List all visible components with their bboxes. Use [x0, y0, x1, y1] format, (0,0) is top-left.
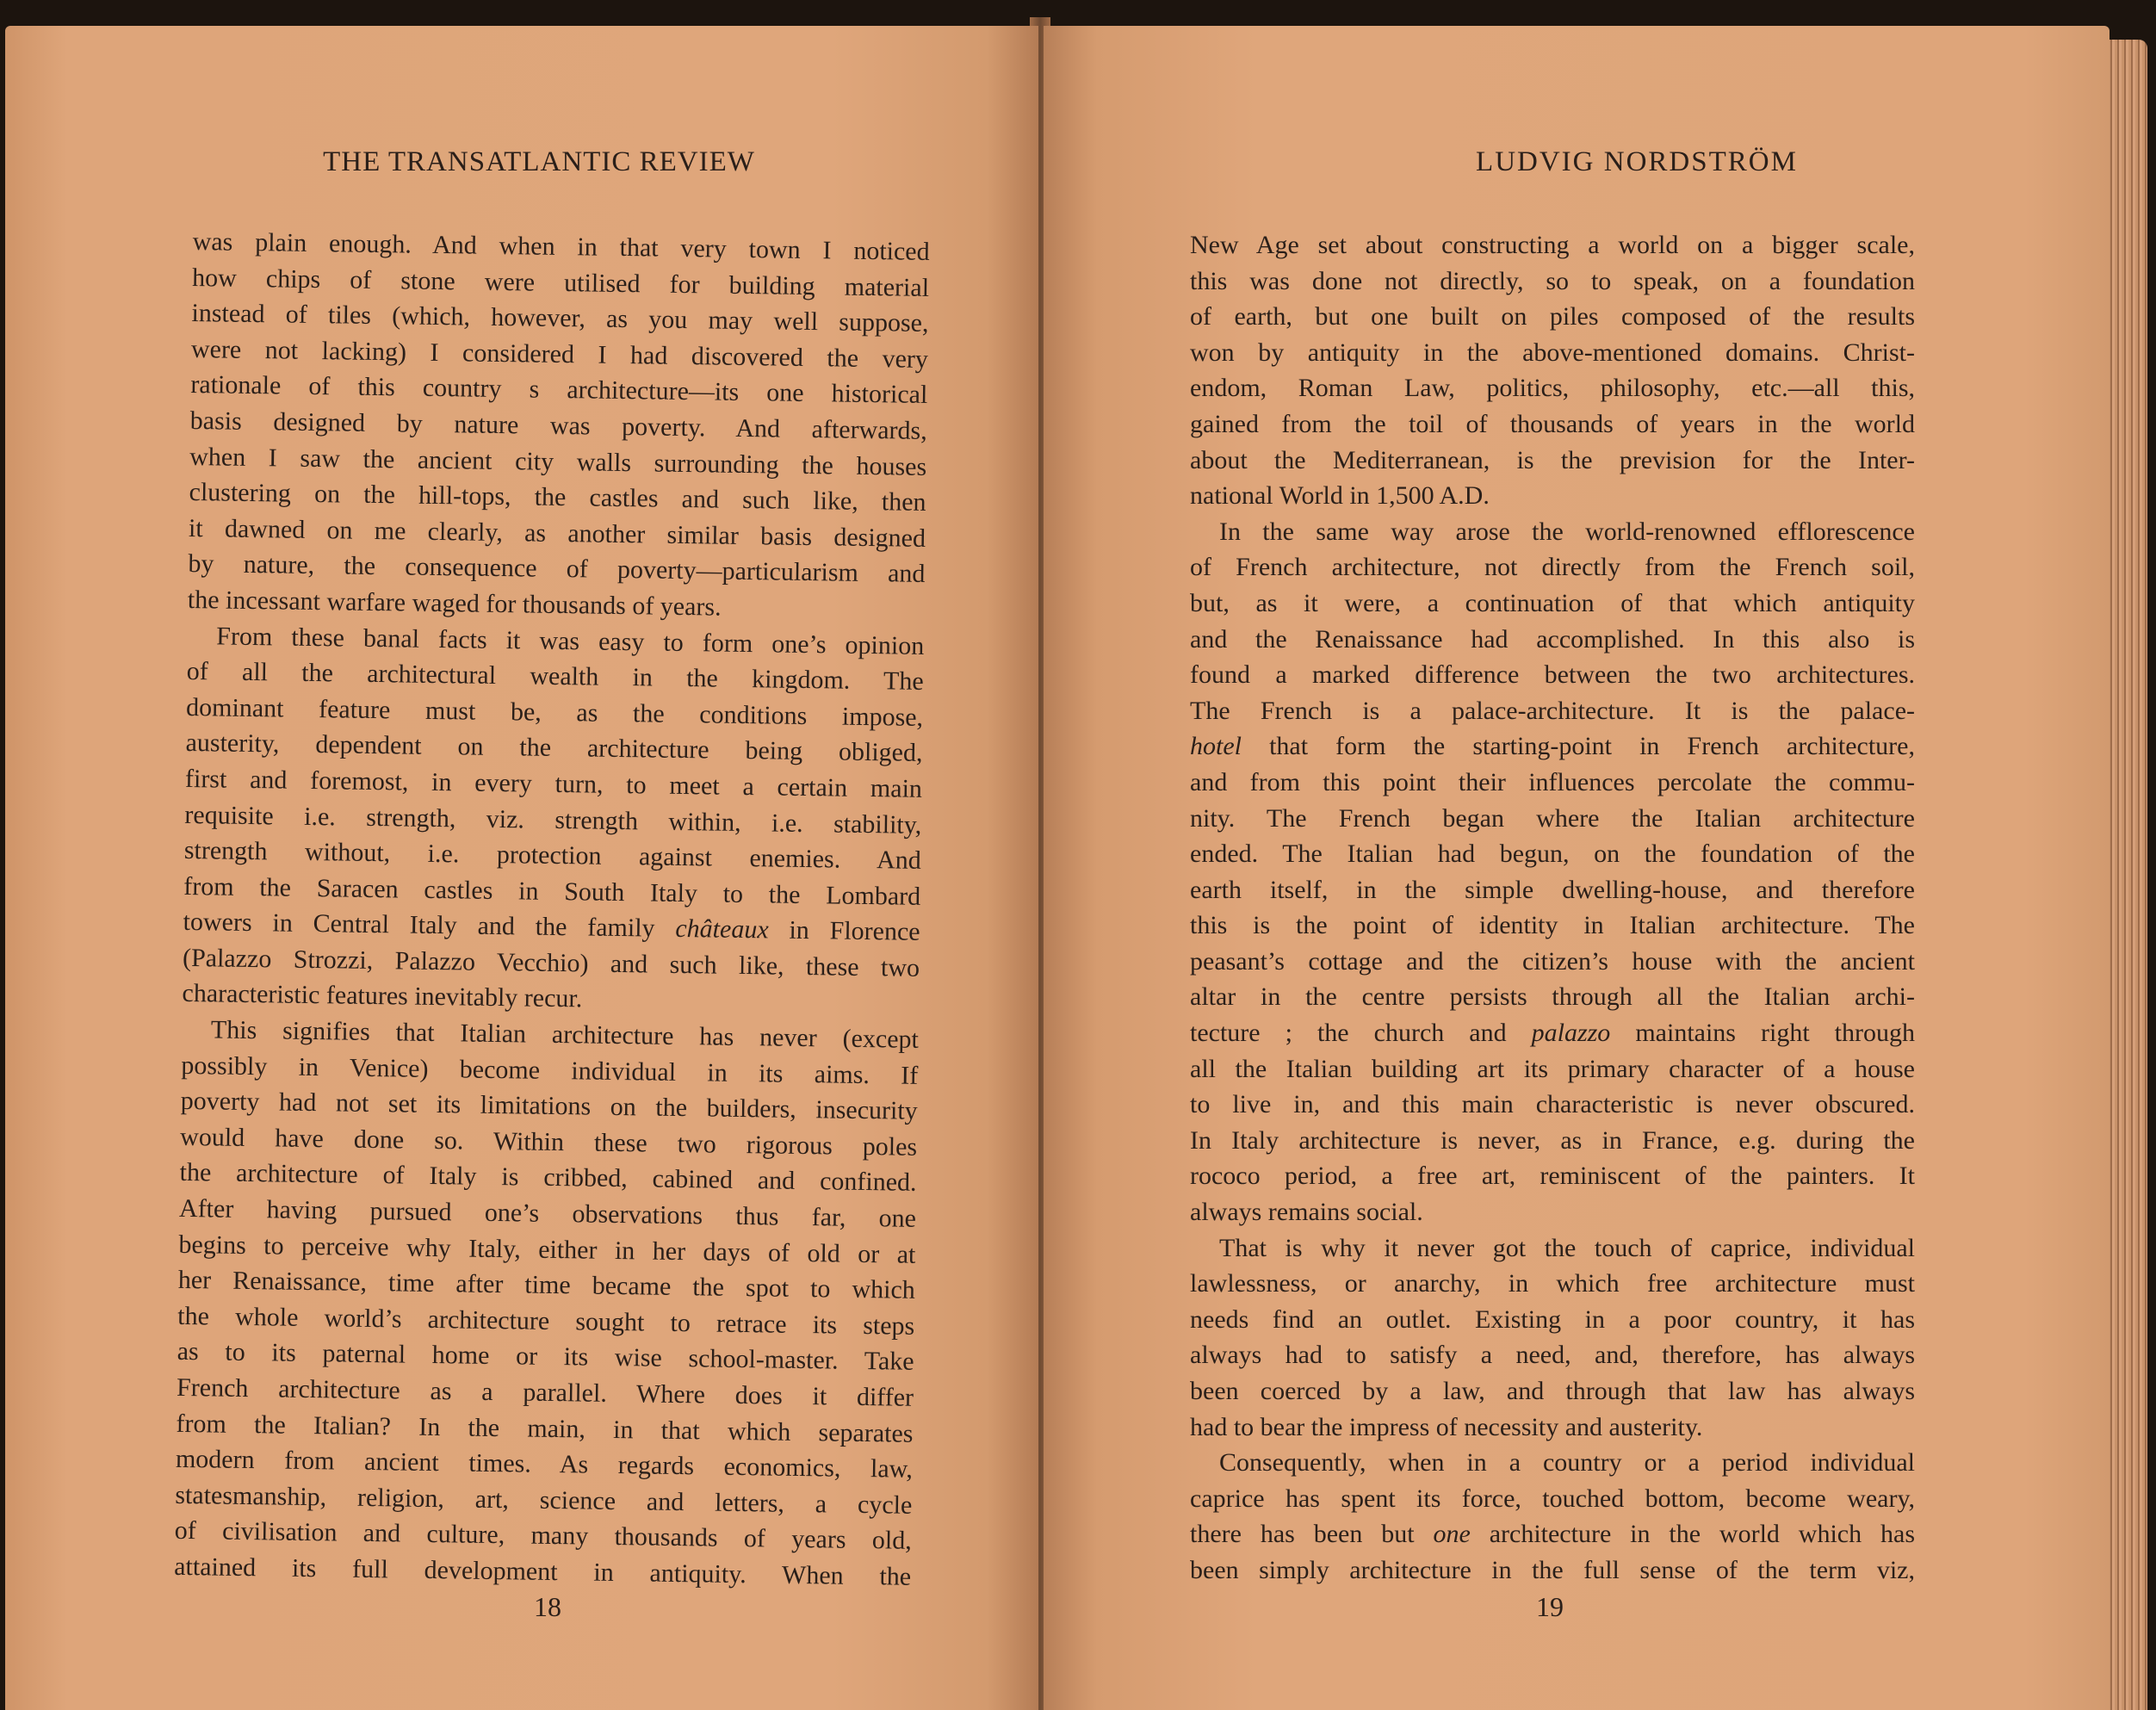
text-line: had to bear the impress of necessity and austerity. — [1190, 1412, 1703, 1441]
text-line: attained its full development in antiquity. When the — [173, 1552, 912, 1591]
text-line: That is why it never got the touch of caprice, individual — [1219, 1233, 1915, 1262]
text-line: rationale of this country s architecture—its one historical — [190, 370, 928, 410]
italic-word: palazzo — [1531, 1019, 1611, 1048]
text-line: from the Italian? In the main, in that which separates — [176, 1409, 914, 1448]
text-line: always remains social. — [1190, 1198, 1423, 1227]
text-run: in Florence — [768, 915, 920, 947]
text-line: this was done not directly, so to speak, on a foundation — [1190, 266, 1915, 295]
text-line: all the Italian building art its primary character of a house — [1190, 1054, 1915, 1083]
text-line: been coerced by a law, and through that law has always — [1190, 1377, 1915, 1405]
text-line: rococo period, a free art, reminiscent of the painters. It — [1190, 1162, 1915, 1191]
running-head-left: THE TRANSATLANTIC REVIEW — [323, 146, 755, 177]
text-line: been simply architecture in the full sense of the term viz, — [1190, 1555, 1915, 1584]
text-run: there has been but — [1190, 1520, 1434, 1549]
text-line: it dawned on me clearly, as another similar basis designed — [188, 513, 926, 553]
text-line: altar in the centre persists through all the Italian archi- — [1190, 982, 1915, 1012]
text-line: and the Renaissance had accomplished. In this also is — [1190, 624, 1915, 654]
text-line: to live in, and this main characteristic is never obscured. — [1190, 1090, 1915, 1119]
text-line: when I saw the ancient city walls surrounding the houses — [189, 442, 927, 481]
text-line: the architecture of Italy is cribbed, cabined and confined. — [179, 1158, 917, 1198]
text-line: poverty had not set its limitations on the builders, insecurity — [180, 1087, 918, 1126]
text-line: ended. The Italian had begun, on the foundation of the — [1190, 840, 1915, 869]
text-run: towers in Central Italy and the family — [183, 908, 676, 944]
text-line: statesmanship, religion, art, science and letters, a cycle — [175, 1480, 913, 1520]
text-line: austerity, dependent on the architecture being obliged, — [185, 728, 923, 768]
text-line: begins to perceive why Italy, either in her days of old or at — [178, 1230, 916, 1269]
running-head-right: LUDVIG NORDSTRÖM — [1476, 146, 1798, 177]
text-line: was plain enough. And when in that very town I noticed — [192, 226, 930, 266]
text-line: The French is a palace-architecture. It is the palace- — [1190, 696, 1915, 725]
text-line: won by antiquity in the above-mentioned domains. Christ- — [1190, 338, 1915, 367]
right-page — [1044, 26, 2110, 1710]
text-line: of civilisation and culture, many thousands of years old, — [174, 1516, 912, 1556]
text-line: how chips of stone were utilised for building material — [191, 263, 930, 302]
text-line: about the Mediterranean, is the prevision for the Inter- — [1190, 445, 1915, 474]
text-line: This signifies that Italian architecture has never (except — [210, 1015, 920, 1054]
text-line: of all the architectural wealth in the kingdom. The — [186, 657, 924, 697]
text-line: national World in 1,500 A.D. — [1190, 481, 1490, 511]
text-line: were not lacking) I considered I had discovered the very — [190, 334, 929, 374]
text-line — [1190, 728, 1915, 765]
text-line: as to its paternal home or its wise school-master. Take — [177, 1337, 914, 1377]
text-line: strength without, i.e. protection against enemies. And — [183, 836, 921, 875]
page-number-left: 18 — [534, 1591, 561, 1622]
text-run: architecture in the world which has — [1470, 1520, 1915, 1549]
text-line: French architecture as a parallel. Where does it differ — [176, 1372, 914, 1412]
italic-word: châteaux — [675, 914, 769, 945]
text-line: caprice has spent its force, touched bottom, become weary, — [1190, 1484, 1915, 1513]
text-line: Consequently, when in a country or a period individual — [1219, 1448, 1915, 1478]
text-line: from the Saracen castles in South Italy to the Lombard — [183, 871, 921, 911]
text-line: requisite i.e. strength, viz. strength within, i.e. stability, — [184, 800, 922, 840]
italic-word: one — [1433, 1520, 1471, 1549]
text-line: characteristic features inevitably recur. — [182, 979, 583, 1013]
text-line: gained from the toil of thousands of years in the world — [1190, 409, 1915, 438]
text-line: (Palazzo Strozzi, Palazzo Vecchio) and such like, these two — [182, 943, 920, 982]
text-line: From these banal facts it was easy to form one’s opinion — [216, 621, 925, 660]
text-line: New Age set about constructing a world on a bigger scale, — [1190, 231, 1915, 259]
text-line: lawlessness, or anarchy, in which free architecture must — [1190, 1269, 1915, 1298]
text-line: modern from ancient times. As regards economics, law, — [175, 1445, 914, 1484]
text-line — [1190, 1516, 1915, 1552]
text-line: and from this point their influences percolate the commu- — [1190, 767, 1915, 796]
text-line: by nature, the consequence of poverty—particularism and — [188, 549, 926, 589]
text-line: In the same way arose the world-renowned efflorescence — [1219, 517, 1915, 546]
left-page — [5, 26, 1038, 1710]
text-run: that form the starting-point in French architecture, — [1242, 732, 1915, 761]
text-line: of French architecture, not directly from the French soil, — [1190, 553, 1915, 582]
text-line: endom, Roman Law, politics, philosophy, etc.—all this, — [1190, 374, 1915, 403]
text-line: found a marked difference between the two architectures. — [1190, 660, 1915, 690]
text-line: clustering on the hill-tops, the castles and such like, then — [189, 478, 926, 517]
text-line — [1190, 1015, 1915, 1051]
text-line: but, as it were, a continuation of that which antiquity — [1190, 588, 1915, 617]
text-line: first and foremost, in every turn, to meet a certain main — [184, 764, 923, 803]
text-line: peasant’s cottage and the citizen’s house with the ancient — [1190, 946, 1915, 976]
text-line: the whole world’s architecture sought to retrace its steps — [177, 1301, 915, 1341]
text-line: After having pursued one’s observations thus far, one — [178, 1193, 917, 1233]
text-run: maintains right through — [1610, 1019, 1915, 1048]
text-line: her Renaissance, time after time became the spot to which — [177, 1266, 916, 1305]
italic-word: hotel — [1190, 732, 1242, 761]
text-line: earth itself, in the simple dwelling-house, and therefore — [1190, 875, 1915, 904]
text-line: needs find an outlet. Existing in a poor country, it has — [1190, 1304, 1915, 1334]
right-page-text — [1190, 227, 1915, 1589]
text-line: dominant feature must be, as the conditions impose, — [185, 692, 924, 732]
left-page-text — [174, 224, 930, 1595]
text-line: nity. The French began where the Italian architecture — [1190, 803, 1915, 833]
text-line: would have done so. Within these two rigorous poles — [179, 1122, 918, 1162]
text-line: possibly in Venice) become individual in its aims. If — [181, 1050, 919, 1090]
text-line: In Italy architecture is never, as in France, e.g. during the — [1190, 1125, 1915, 1155]
text-line: this is the point of identity in Italian architecture. The — [1190, 911, 1915, 940]
text-line: instead of tiles (which, however, as you may well suppose, — [191, 299, 929, 338]
text-line: basis designed by nature was poverty. And afterwards, — [189, 406, 927, 445]
text-line: always had to satisfy a need, and, therefore, has always — [1190, 1341, 1915, 1370]
text-run: tecture ; the church and — [1190, 1019, 1532, 1048]
page-number-right: 19 — [1536, 1591, 1564, 1622]
text-line: the incessant warfare waged for thousands of years. — [187, 585, 722, 622]
text-line: of earth, but one built on piles composed of the results — [1190, 302, 1915, 331]
